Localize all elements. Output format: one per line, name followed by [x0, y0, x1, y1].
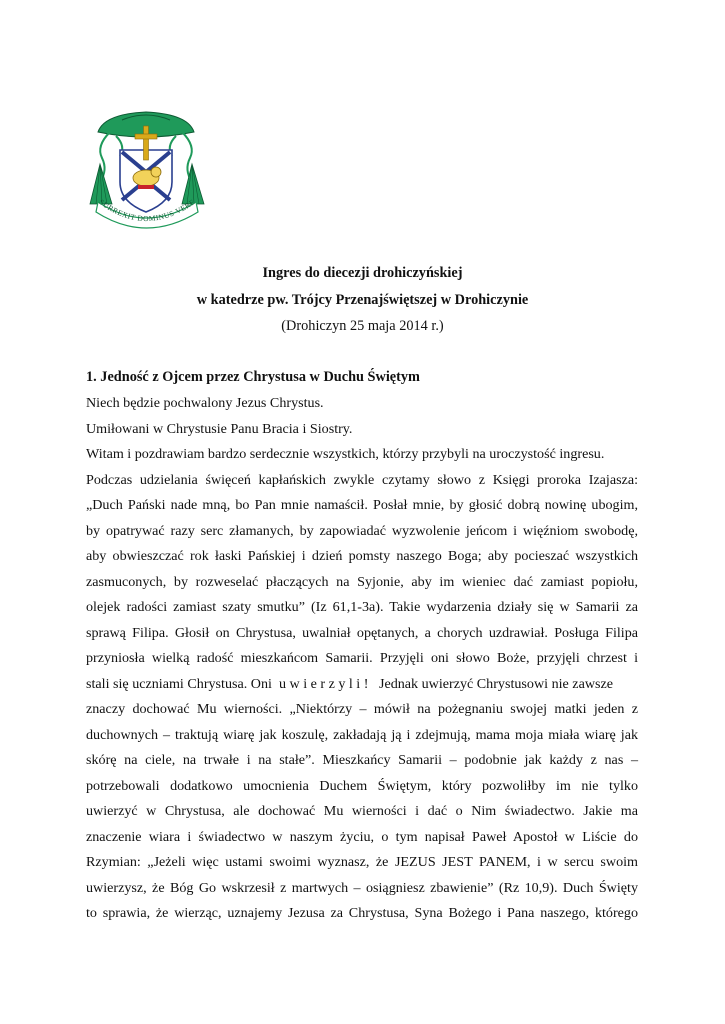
text-fragment: stali się uczniami Chrystusa. Oni — [86, 675, 272, 692]
text-line: potrzebowali dodatkowo umocnienia Duchem Świętym, który pozwoliłby im nie tylko — [86, 777, 638, 794]
document-title: Ingres do diecezji drohiczyńskiej — [262, 265, 463, 281]
text-line: skórę na ciele, na trwałe i na stałe”. Mieszkańcy Samarii – podobnie jak każdy z nas – — [86, 752, 638, 768]
text-line: znaczy dochować Mu wierności. „Niektórzy – mówił na pożegnaniu swojej matki jeden z — [86, 701, 638, 717]
coat-of-arms-icon — [86, 108, 206, 232]
text-line: sprawą Filipa. Głosił on Chrystusa, uwalniał opętanych, a chorych uzdrawiał. Posługa Filipa — [86, 624, 638, 641]
text-line: aby obwieszczać rok łaski Pańskiej i dzień pomsty naszego Boga; aby pocieszać wszystkich — [86, 548, 638, 564]
text-line — [86, 672, 638, 698]
section-heading: 1. Jedność z Ojcem przez Chrystusa w Duchu Świętym — [86, 369, 420, 385]
text-line: przyniosła wielką radość mieszkańcom Samarii. Przyjęli oni słowo Boże, przyjęli chrzest i — [86, 650, 638, 666]
text-line: to sprawia, że wierząc, uznajemy Jezusa za Chrystusa, Syna Bożego i Pana naszego, którego — [86, 905, 638, 921]
text-line: Podczas udzielania święceń kapłańskich zwykle czytamy słowo z Księgi proroka Izajasza: — [86, 471, 638, 488]
text-line: Niech będzie pochwalony Jezus Chrystus. — [86, 395, 324, 411]
text-fragment: Jednak uwierzyć Chrystusowi nie zawsze — [378, 675, 613, 692]
text-line: by opatrywać razy serc złamanych, by zapowiadać wyzwolenie jeńcom i więźniom swobodę, — [86, 522, 638, 539]
document-subtitle: w katedrze pw. Trójcy Przenajświętszej w Drohiczynie — [196, 292, 529, 308]
text-line: znaczenie wiara i świadectwo w naszym życiu, o tym napisał Paweł Apostoł w Liście do — [86, 828, 638, 845]
text-line: Witam i pozdrawiam bardzo serdecznie wszystkich, którzy przybyli na uroczystość ingresu. — [86, 446, 605, 462]
text-line: „Duch Pański nade mną, bo Pan mnie namaścił. Posłał mnie, by głosić dobrą nowinę ubogim, — [86, 497, 638, 513]
text-line: uwierzyć w Chrystusa, ale dochować Mu wierności i dać o Nim świadectwo. Jakie ma — [86, 803, 638, 819]
crest-motto: SURREXIT DOMINUS VERE — [97, 197, 197, 224]
text-line: olejek radości zamiast szaty smutku” (Iz 61,1-3a). Takie wydarzenia działy się w Samarii za — [86, 599, 638, 615]
document-date: (Drohiczyn 25 maja 2014 r.) — [281, 318, 444, 334]
text-line: Umiłowani w Chrystusie Panu Bracia i Siostry. — [86, 420, 353, 437]
text-line: zasmuconych, by rozweselać płaczących na Syjonie, aby im wieniec dać zamiast popiołu, — [86, 573, 638, 590]
document-body — [86, 391, 638, 927]
text-line: Rzymian: „Jeżeli więc ustami swoimi wyznasz, że JEZUS JEST PANEM, i w sercu swoim — [86, 854, 638, 870]
emphasis-spaced: uwierzyli! — [278, 675, 372, 692]
text-line: uwierzysz, że Bóg Go wskrzesił z martwych – osiągniesz zbawienie” (Rz 10,9). Duch Święty — [86, 879, 638, 896]
text-line: duchownych – traktują wiarę jak koszulę, zakładają ją i zdejmują, mama moja miała wiarę jak — [86, 726, 638, 743]
